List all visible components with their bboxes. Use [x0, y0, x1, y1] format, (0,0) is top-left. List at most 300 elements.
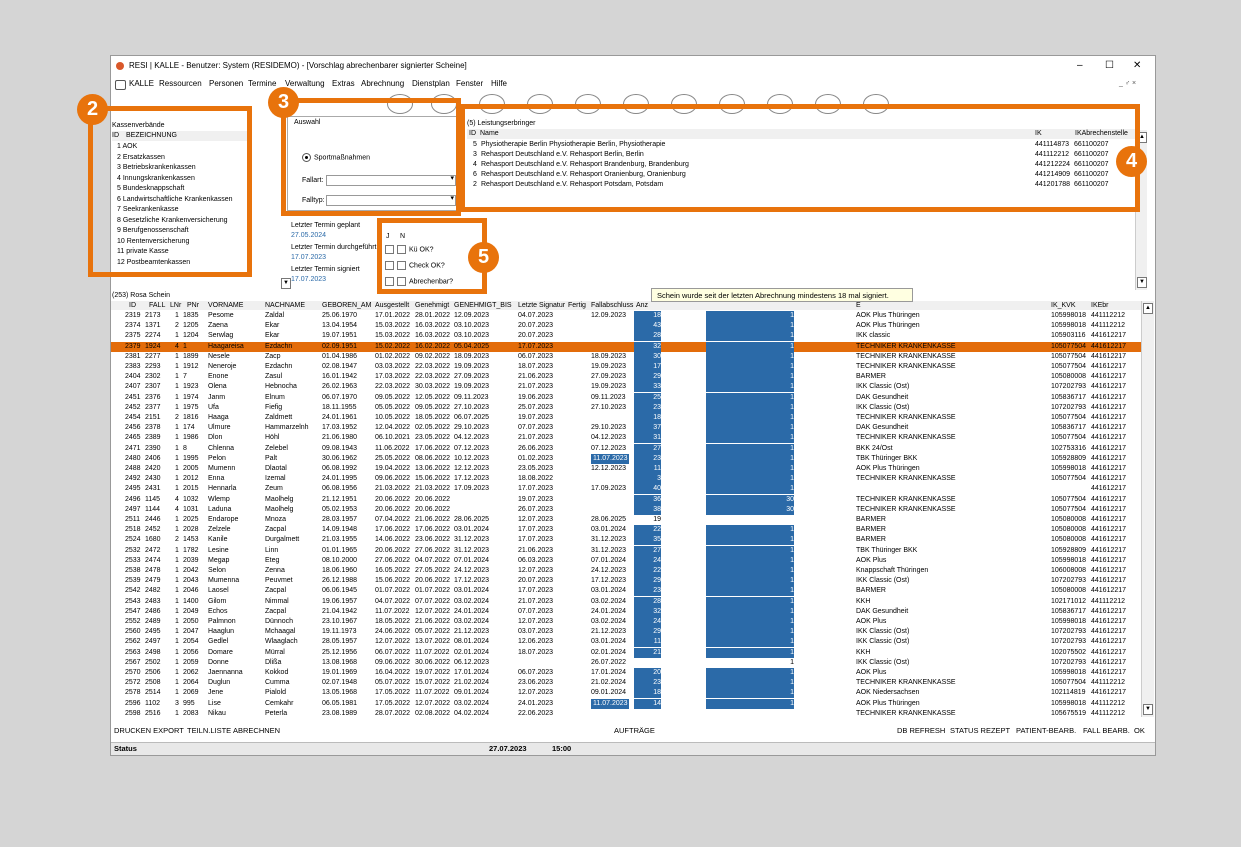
- cell-fallabschluss: 02.01.2024: [591, 648, 627, 656]
- cell-fallabschluss: 21.12.2023: [591, 628, 627, 636]
- cell-fall: 2508: [145, 679, 161, 687]
- cell-pnr: 2059: [183, 658, 199, 666]
- list-item[interactable]: 9 Berufgenossenschaft: [117, 227, 189, 234]
- cell-lnr: 2: [175, 322, 179, 330]
- letzter-termin-signiert-value: 17.07.2023: [291, 276, 327, 283]
- mdi-controls[interactable]: _ ♂ ×: [1119, 80, 1137, 87]
- annotation-box-3: [281, 98, 461, 216]
- cell-value: 1: [706, 362, 794, 372]
- maximize-button[interactable]: ☐: [1105, 60, 1114, 71]
- cell-id: 2375: [125, 332, 141, 340]
- grid-scrollbar[interactable]: [1141, 301, 1154, 717]
- ok-button[interactable]: OK: [1134, 726, 1145, 735]
- scroll-down-icon[interactable]: ▼: [1137, 277, 1147, 288]
- cell-value: 1: [706, 311, 794, 321]
- cell-kasse: DAK Gesundheit: [856, 393, 909, 401]
- cell-nachname: Zelebel: [265, 444, 288, 452]
- cell-anz: 30: [634, 352, 661, 362]
- cell-pnr: 1835: [183, 312, 199, 319]
- cell-genehmigt-bis: 17.09.2023: [454, 485, 490, 493]
- table-row[interactable]: [111, 617, 1141, 627]
- list-item[interactable]: 6 Landwirtschaftliche Krankenkassen: [117, 195, 233, 203]
- col-header[interactable]: Anz: [636, 302, 649, 309]
- scroll-down-icon[interactable]: ▼: [1143, 704, 1153, 715]
- cell-ausgestellt: 17.05.2022: [375, 699, 411, 707]
- close-button[interactable]: ✕: [1133, 60, 1142, 71]
- menu-ressourcen[interactable]: Ressourcen: [159, 79, 202, 88]
- col-header[interactable]: ID: [129, 302, 136, 309]
- cell-lnr: 1: [175, 567, 179, 574]
- scroll-up-icon[interactable]: ▲: [1143, 303, 1153, 314]
- cell-pnr: 995: [183, 699, 195, 707]
- cell-value: 30: [706, 505, 794, 515]
- table-row[interactable]: [111, 433, 1141, 443]
- cell-fallabschluss: 07.12.2023: [591, 444, 627, 452]
- cell-vorname: Wlemp: [208, 495, 230, 503]
- drucken-export-button[interactable]: DRUCKEN EXPORT: [114, 726, 184, 735]
- cell-fall: 2293: [145, 363, 161, 370]
- cell-genehmigt-bis: 06.12.2023: [454, 658, 490, 666]
- cell-fallabschluss: 29.10.2023: [591, 424, 627, 432]
- table-row[interactable]: [111, 342, 1141, 352]
- cell-letzte-signatur: 26.06.2023: [518, 444, 554, 452]
- cell-letzte-signatur: 22.06.2023: [518, 709, 554, 717]
- cell-value: 1: [706, 372, 794, 382]
- cell-genehmigt-bis: 09.11.2023: [454, 393, 489, 401]
- cell-anz: 28: [634, 331, 661, 341]
- cell-nachname: Cumma: [265, 679, 290, 687]
- col-header[interactable]: Ausgestellt: [375, 302, 410, 309]
- cell-fallabschluss: 09.11.2023: [591, 393, 626, 401]
- table-row[interactable]: [111, 311, 1141, 321]
- col-header[interactable]: NACHNAME: [265, 302, 306, 309]
- cell-ikebr: 441612217: [1091, 444, 1127, 452]
- list-item[interactable]: 10 Rentenversicherung: [117, 237, 190, 245]
- table-row[interactable]: [111, 688, 1141, 698]
- list-item[interactable]: 4 Innungskrankenkassen: [117, 174, 195, 182]
- list-item[interactable]: 2 Ersatzkassen: [117, 153, 165, 161]
- table-row[interactable]: [111, 321, 1141, 331]
- cell-value: 1: [706, 484, 794, 494]
- cell-genehmigt-bis: 24.01.2024: [454, 607, 490, 615]
- cell-ausgestellt: 11.06.2022: [375, 444, 410, 452]
- cell-anz: 17: [634, 362, 661, 372]
- table-row[interactable]: [111, 709, 1141, 717]
- table-row[interactable]: [111, 464, 1141, 474]
- table-row[interactable]: [111, 627, 1141, 637]
- table-row[interactable]: [111, 444, 1141, 454]
- cell-genehmigt: 11.07.2022: [415, 648, 450, 656]
- menu-kalle[interactable]: KALLE: [129, 79, 154, 88]
- cell-fallabschluss: 17.12.2023: [591, 577, 627, 585]
- cell-ik-kvk: 105998018: [1051, 618, 1087, 625]
- cell-fall: 2406: [145, 454, 161, 462]
- cell-ausgestellt: 07.04.2022: [375, 516, 411, 523]
- table-row[interactable]: [111, 454, 1141, 464]
- cell-anz: 24: [634, 617, 661, 627]
- cell-genehmigt: 19.07.2022: [415, 669, 451, 676]
- cell-vorname: Palmnon: [208, 618, 236, 625]
- table-row[interactable]: [111, 331, 1141, 341]
- cell-genehmigt: 16.02.2022: [415, 342, 451, 350]
- cell-letzte-signatur: 21.07.2023: [518, 597, 554, 605]
- scheine-grid: [111, 311, 1141, 717]
- cell-kasse: TECHNIKER KRANKENKASSE: [856, 352, 956, 360]
- cell-ikebr: 441612217: [1091, 434, 1127, 442]
- cell-genehmigt: 12.05.2022: [415, 393, 451, 401]
- cell-anz: 14: [634, 699, 661, 709]
- cell-value: 1: [706, 331, 794, 341]
- cell-ik-kvk: 105077504: [1051, 679, 1087, 687]
- cell-genehmigt: 07.07.2022: [415, 597, 451, 605]
- cell-genehmigt-bis: 08.01.2024: [454, 638, 490, 646]
- cell-letzte-signatur: 07.07.2023: [518, 607, 554, 615]
- status-rezept-button[interactable]: STATUS REZEPT: [950, 726, 1011, 735]
- table-row[interactable]: [111, 668, 1141, 678]
- table-row[interactable]: [111, 474, 1141, 484]
- cell-anz: 28: [634, 597, 661, 607]
- cell-pnr: 1923: [183, 383, 199, 391]
- cell-nachname: Ezdachn: [265, 342, 293, 350]
- col-ik: IK: [1035, 130, 1042, 137]
- cell-ik-kvk: 105077504: [1051, 352, 1087, 360]
- cell-nachname: Maolhelg: [265, 505, 294, 513]
- table-row[interactable]: [111, 678, 1141, 688]
- cell-kasse: DAK Gesundheit: [856, 607, 909, 615]
- cell-genehmigt-bis: 19.09.2023: [454, 383, 490, 391]
- cell-anz: 18: [634, 413, 661, 423]
- cell-id: 2539: [125, 577, 141, 585]
- table-row[interactable]: [111, 607, 1141, 617]
- list-item[interactable]: 7 Seekrankenkasse: [117, 206, 179, 213]
- cell-lnr: 1: [175, 475, 179, 483]
- cell-geboren: 23.08.1989: [322, 709, 358, 717]
- cell-genehmigt-bis: 27.09.2023: [454, 373, 490, 381]
- cell-fall: 2514: [145, 689, 161, 697]
- menu-extras[interactable]: Extras: [332, 79, 355, 88]
- cell-vorname: Pesome: [208, 312, 234, 319]
- cell-lnr: 1: [175, 556, 179, 564]
- col-header[interactable]: VORNAME: [208, 302, 244, 309]
- cell-fallabschluss: 24.12.2023: [591, 567, 627, 574]
- cell-genehmigt-bis: 06.07.2025: [454, 414, 490, 421]
- cell-genehmigt: 04.07.2022: [415, 556, 451, 564]
- table-row[interactable]: [111, 372, 1141, 382]
- table-row[interactable]: [111, 362, 1141, 372]
- cell-genehmigt: 20.06.2022: [415, 495, 451, 503]
- termine-scroll-down-icon[interactable]: ▼: [281, 278, 291, 289]
- cell-kasse: IKK Classic (Ost): [856, 383, 910, 391]
- cell-ausgestellt: 17.03.2022: [375, 373, 411, 381]
- cell-pnr: 2046: [183, 587, 199, 595]
- cell-value: 1: [706, 597, 794, 607]
- cell-id: 2543: [125, 597, 141, 605]
- list-item[interactable]: 3 Betriebskrankenkassen: [117, 164, 196, 171]
- cell-letzte-signatur: 17.07.2023: [518, 536, 554, 544]
- cell-id: 2381: [125, 352, 141, 360]
- cell-value: 1: [706, 617, 794, 627]
- cell-letzte-signatur: 06.07.2023: [518, 669, 554, 676]
- cell-id: 2572: [125, 679, 141, 687]
- cell-vorname: Nikau: [208, 709, 226, 717]
- cell-fallabschluss: 04.12.2023: [591, 434, 627, 442]
- cell-genehmigt: 02.08.2022: [415, 709, 451, 717]
- cell-letzte-signatur: 17.07.2023: [518, 342, 554, 350]
- col-name: Name: [480, 130, 499, 137]
- col-header[interactable]: Letzte Signatur: [518, 302, 566, 309]
- cell-ikebr: 441612217: [1091, 546, 1127, 554]
- cell-ausgestellt: 17.05.2022: [375, 689, 411, 697]
- cell-value: 1: [706, 464, 794, 474]
- cell-id: 2452: [125, 403, 141, 411]
- menu-personen[interactable]: Personen: [209, 79, 244, 88]
- table-row[interactable]: [111, 515, 1141, 525]
- cell-geboren: 24.01.1995: [322, 475, 358, 483]
- menu-verwaltung[interactable]: Verwaltung: [285, 79, 325, 88]
- cell-value: 1: [706, 678, 794, 688]
- table-row[interactable]: [111, 423, 1141, 433]
- cell-fall: 2390: [145, 444, 161, 452]
- table-row[interactable]: [111, 658, 1141, 668]
- table-row[interactable]: [111, 505, 1141, 515]
- cell-ik: 441114873: [1035, 141, 1069, 148]
- list-item[interactable]: 8 Gesetzliche Krankenversicherung: [117, 216, 228, 224]
- col-header[interactable]: GEBOREN_AM: [322, 302, 372, 309]
- list-item[interactable]: 12 Postbeamtenkassen: [117, 258, 191, 266]
- cell-genehmigt-bis: 17.12.2023: [454, 577, 490, 585]
- tooltip: Schein wurde seit der letzten Abrechnung mindestens 18 mal signiert.: [651, 288, 913, 302]
- cell-geboren: 21.03.1955: [322, 536, 358, 544]
- list-item[interactable]: 5 Bundesknappschaft: [117, 185, 185, 192]
- scroll-up-icon[interactable]: ▲: [1137, 132, 1147, 143]
- table-row[interactable]: [111, 495, 1141, 505]
- cell-fall: 2502: [145, 658, 161, 666]
- cell-letzte-signatur: 18.07.2023: [518, 648, 554, 656]
- cell-fall: 2489: [145, 618, 161, 625]
- cell-fallabschluss: 12.12.2023: [591, 465, 627, 472]
- col-header[interactable]: IKEbr: [1091, 302, 1109, 309]
- menu-dienstplan[interactable]: Dienstplan: [412, 79, 450, 88]
- cell-ausgestellt: 05.07.2022: [375, 679, 411, 687]
- cell-pnr: 2083: [183, 709, 199, 717]
- table-row[interactable]: [111, 352, 1141, 362]
- cell-ik-kvk: 107202793: [1051, 658, 1087, 666]
- table-row[interactable]: [111, 597, 1141, 607]
- cell-id: 2496: [125, 495, 141, 503]
- cell-anz: 20: [634, 668, 661, 678]
- cell-kasse: TBK Thüringer BKK: [856, 454, 918, 462]
- table-row[interactable]: [111, 484, 1141, 494]
- menu-fenster[interactable]: Fenster: [456, 79, 484, 88]
- col-header[interactable]: PNr: [187, 302, 200, 309]
- cell-lnr: 1: [175, 444, 179, 452]
- table-row[interactable]: [111, 403, 1141, 413]
- cell-id: 2542: [125, 587, 141, 595]
- falltyp-label: Falltyp:: [302, 197, 325, 204]
- cell-nachname: Kokkod: [265, 669, 289, 676]
- teiln-liste-button[interactable]: TEILN.LISTE: [187, 726, 232, 735]
- col-header[interactable]: Fertig: [568, 302, 586, 309]
- cell-vorname: Kanile: [208, 536, 228, 544]
- cell-fallabschluss: 31.12.2023: [591, 546, 627, 554]
- list-item[interactable]: 11 private Kasse: [117, 248, 169, 255]
- cell-ik-kvk: 105836717: [1051, 607, 1087, 615]
- table-row[interactable]: [111, 393, 1141, 403]
- cell-lnr: 1: [175, 454, 179, 462]
- cell-genehmigt-bis: 03.01.2024: [454, 526, 490, 534]
- col-header[interactable]: IK_KVK: [1051, 302, 1076, 309]
- table-row[interactable]: [111, 535, 1141, 545]
- leistungserbringer-title: (5) Leistungserbringer: [467, 120, 536, 127]
- cell-vorname: Jaennanna: [208, 669, 243, 676]
- cell-anz: 36: [634, 495, 661, 505]
- cell-genehmigt: 16.03.2022: [415, 322, 451, 330]
- cell-value: 1: [706, 535, 794, 545]
- cell-pnr: 2042: [183, 567, 199, 574]
- cell-nachname: Dlißa: [265, 658, 282, 666]
- cell-vorname: Dlon: [208, 434, 223, 442]
- cell-nachname: Fiefig: [265, 403, 283, 411]
- col-header[interactable]: E: [856, 302, 861, 309]
- cell-genehmigt: 09.05.2022: [415, 403, 451, 411]
- cell-nachname: Nimmal: [265, 597, 289, 605]
- table-row[interactable]: [111, 576, 1141, 586]
- cell-ik-kvk: 107202793: [1051, 638, 1087, 646]
- cell-letzte-signatur: 21.06.2023: [518, 373, 554, 381]
- cell-anz: 29: [634, 627, 661, 637]
- table-row[interactable]: [111, 637, 1141, 647]
- cell-anz: 24: [634, 556, 661, 566]
- menu-abrechnung[interactable]: Abrechnung: [361, 79, 405, 88]
- cell-genehmigt: 15.07.2022: [415, 679, 451, 687]
- cell-kasse: IKK Classic (Ost): [856, 577, 910, 585]
- cell-vorname: Haagareisa: [208, 342, 244, 350]
- table-row[interactable]: [111, 525, 1141, 535]
- cell-geboren: 01.01.1965: [322, 546, 358, 554]
- cell-ik-kvk: 107202793: [1051, 577, 1087, 585]
- col-header[interactable]: Fallabschluss: [591, 302, 634, 309]
- minimize-button[interactable]: –: [1077, 60, 1083, 71]
- cell-ausgestellt: 16.04.2022: [375, 669, 411, 676]
- cell-geboren: 13.04.1954: [322, 322, 358, 330]
- cell-kasse: TECHNIKER KRANKENKASSE: [856, 363, 956, 370]
- check-label: Kü OK?: [409, 246, 434, 254]
- cell-fall: 2378: [145, 424, 161, 432]
- cell-geboren: 19.06.1957: [322, 597, 358, 605]
- collapse-handle-icon[interactable]: ⋮: [278, 136, 286, 145]
- menu-termine[interactable]: Termine: [248, 79, 277, 88]
- cell-ikebr: 441612217: [1091, 393, 1127, 401]
- cell-genehmigt: 22.03.2022: [415, 373, 451, 381]
- list-item[interactable]: 1 AOK: [117, 143, 138, 150]
- fall-bearb-button[interactable]: FALL BEARB.: [1083, 726, 1130, 735]
- cell-lnr: 1: [175, 546, 179, 554]
- cell-lnr: 1: [175, 434, 179, 442]
- cell-name: Rehasport Deutschland e.V. Rehasport Oranienburg, Oranienburg: [481, 171, 686, 178]
- cell-id: 2562: [125, 638, 141, 646]
- cell-ik-kvk: 105836717: [1051, 393, 1087, 401]
- table-row[interactable]: [111, 556, 1141, 566]
- cell-ausgestellt: 01.02.2022: [375, 352, 411, 360]
- bottom-toolbar: [111, 725, 1155, 737]
- cell-pnr: 2039: [183, 556, 199, 564]
- cell-value: 1: [706, 525, 794, 535]
- cell-id: 2567: [125, 658, 141, 666]
- col-header[interactable]: FALL: [149, 302, 166, 309]
- cell-letzte-signatur: 01.02.2023: [518, 454, 554, 462]
- cell-id: 2511: [125, 516, 141, 523]
- abrechnen-button[interactable]: ABRECHNEN: [233, 726, 281, 735]
- auftraege-button[interactable]: AUFTRÄGE: [614, 726, 655, 735]
- cell-value: 1: [706, 699, 794, 709]
- cell-fallabschluss: 24.01.2024: [591, 607, 627, 615]
- cell-genehmigt-bis: 31.12.2023: [454, 546, 490, 554]
- cell-vorname: Zaena: [208, 322, 228, 330]
- cell-id: 2552: [125, 618, 141, 625]
- cell-id: 2492: [125, 475, 141, 483]
- table-row[interactable]: [111, 699, 1141, 709]
- cell-genehmigt-bis: 09.01.2024: [454, 689, 490, 697]
- letzter-termin-durchgefuehrt-value: 17.07.2023: [291, 254, 327, 261]
- cell-genehmigt-bis: 24.12.2023: [454, 567, 490, 574]
- cell-id: 2465: [125, 434, 141, 442]
- table-row[interactable]: [111, 566, 1141, 576]
- cell-ausgestellt: 21.03.2022: [375, 485, 411, 493]
- cell-anz: 27: [634, 546, 661, 556]
- cell-ikebr: 441612217: [1091, 689, 1127, 697]
- cell-anz: 21: [634, 648, 661, 658]
- cell-name: Physiotherapie Berlin Physiotherapie Berlin, Physiotherapie: [481, 141, 666, 148]
- db-refresh-button[interactable]: DB REFRESH: [897, 726, 946, 735]
- cell-lnr: 1: [175, 373, 179, 381]
- table-row[interactable]: [111, 546, 1141, 556]
- cell-ik2: 661100207: [1074, 171, 1109, 178]
- cell-geboren: 02.09.1951: [322, 342, 358, 350]
- table-row[interactable]: [111, 382, 1141, 392]
- cell-id: 2524: [125, 536, 141, 544]
- cell-genehmigt-bis: 03.02.2024: [454, 597, 490, 605]
- cell-letzte-signatur: 12.07.2023: [518, 689, 554, 697]
- cell-ikebr: 441612217: [1091, 628, 1127, 636]
- cell-geboren: 19.01.1969: [322, 669, 358, 676]
- cell-genehmigt-bis: 28.06.2025: [454, 516, 490, 523]
- cell-ik-kvk: 105077504: [1051, 342, 1087, 350]
- cell-pnr: 7: [183, 373, 187, 381]
- cell-anz: 3: [634, 474, 661, 484]
- col-header[interactable]: GENEHMIGT_BIS: [454, 302, 512, 309]
- cell-lnr: 1: [175, 363, 179, 370]
- menu-hilfe[interactable]: Hilfe: [491, 79, 508, 88]
- col-header[interactable]: Genehmigt: [415, 302, 450, 309]
- cell-fall: 2431: [145, 485, 161, 493]
- cell-vorname: Jene: [208, 689, 224, 697]
- cell-fall: 1145: [145, 495, 161, 503]
- cell-nachname: Hammarzelnh: [265, 424, 309, 432]
- cell-fall: 2151: [145, 414, 161, 421]
- cell-genehmigt-bis: 03.10.2023: [454, 322, 490, 330]
- table-row[interactable]: [111, 586, 1141, 596]
- cell-vorname: Serwlag: [208, 332, 234, 340]
- cell-ik: 441212224: [1035, 161, 1071, 168]
- cell-pnr: 1995: [183, 454, 199, 462]
- col-header[interactable]: LNr: [170, 302, 182, 309]
- cell-pnr: 2049: [183, 607, 199, 615]
- table-row[interactable]: [111, 413, 1141, 423]
- cell-name: Rehasport Deutschland e.V. Rehasport Potsdam, Potsdam: [481, 181, 664, 188]
- table-row[interactable]: [111, 648, 1141, 658]
- patient-bearb-button[interactable]: PATIENT-BEARB.: [1016, 726, 1077, 735]
- cell-nachname: Dlaotal: [265, 465, 287, 472]
